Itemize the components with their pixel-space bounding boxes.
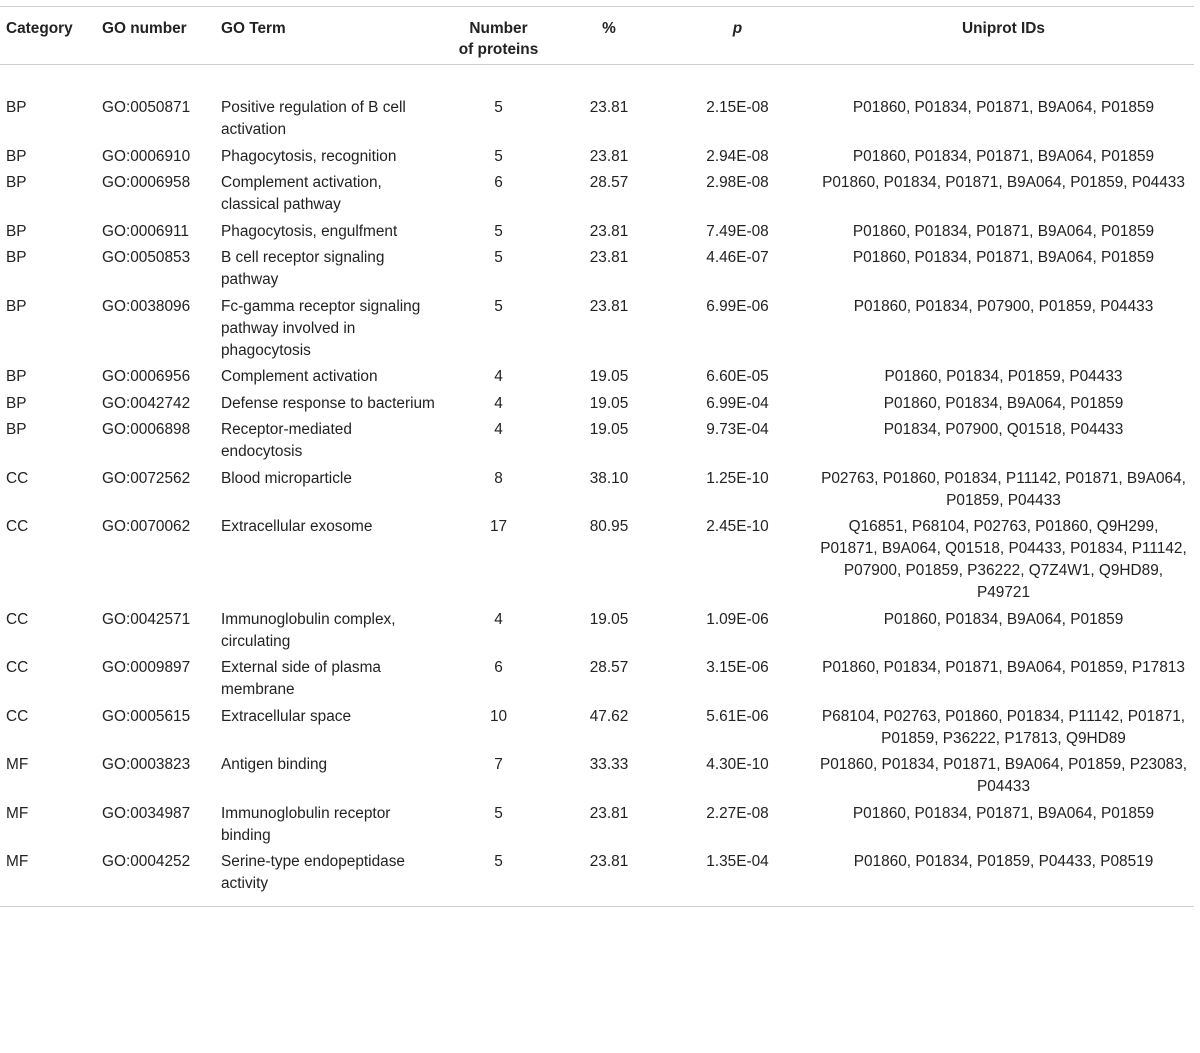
go-enrichment-table: [0, 6, 1194, 907]
cell-go-term: Phagocytosis, engulfment: [221, 222, 398, 240]
cell-category: BP: [6, 421, 27, 438]
cell-go-number: GO:0006958: [102, 174, 191, 191]
cell-uniprot-ids: P01860, P01834, P01871, B9A064, P01859: [852, 249, 1155, 266]
table-row: [0, 803, 1194, 852]
table-header: [0, 7, 1194, 65]
cell-go-term: Extracellular space: [221, 707, 352, 725]
cell-number-of-proteins: 4: [494, 610, 503, 628]
cell-p-value: 6.99E-04: [706, 394, 769, 412]
cell-p-value: 5.61E-06: [706, 707, 769, 725]
table-row: [0, 609, 1194, 658]
cell-category: CC: [6, 659, 29, 676]
cell-go-term: Serine-type endopeptidase activity: [215, 851, 441, 907]
header-uniprot-ids: Uniprot IDs: [962, 20, 1045, 37]
cell-p-value: 2.15E-08: [706, 99, 769, 116]
table-row: [0, 706, 1194, 755]
cell-number-of-proteins: 10: [489, 707, 508, 725]
cell-go-term: Defense response to bacterium: [221, 394, 435, 412]
cell-go-number: GO:0072562: [102, 469, 191, 487]
cell-number-of-proteins: 5: [494, 99, 503, 116]
cell-uniprot-ids: P01860, P01834, P01859, P04433: [884, 368, 1123, 385]
cell-category: CC: [6, 610, 29, 628]
cell-number-of-proteins: 5: [494, 147, 503, 165]
cell-number-of-proteins: 5: [441, 851, 556, 907]
cell-go-number: GO:0006956: [102, 368, 191, 385]
cell-percent: 23.81: [589, 147, 629, 165]
cell-category: CC: [6, 518, 29, 535]
cell-go-term: Positive regulation of B cell activation: [221, 99, 406, 138]
cell-uniprot-ids: P01860, P01834, P01871, B9A064, P01859: [852, 147, 1155, 165]
cell-go-term: Phagocytosis, recognition: [221, 147, 397, 165]
cell-uniprot-ids: P01834, P07900, Q01518, P04433: [883, 421, 1124, 438]
cell-uniprot-ids: P68104, P02763, P01860, P01834, P11142, P01871, P01859, P36222, P17813, Q9HD89: [821, 707, 1186, 747]
cell-number-of-proteins: 5: [494, 297, 503, 315]
cell-percent: 80.95: [589, 518, 629, 535]
cell-go-term: Receptor-mediated endocytosis: [221, 421, 352, 460]
table-row: [0, 366, 1194, 393]
cell-category: BP: [6, 249, 27, 266]
cell-p-value: 1.25E-10: [706, 469, 769, 487]
cell-number-of-proteins: 17: [489, 518, 508, 535]
cell-go-number: GO:0042571: [102, 610, 191, 628]
cell-go-term: Blood microparticle: [221, 469, 352, 487]
table-row: [0, 419, 1194, 468]
cell-go-term: Fc-gamma receptor signaling pathway involved in phagocytosis: [221, 297, 421, 359]
cell-go-term: Antigen binding: [221, 756, 328, 773]
cell-category: CC: [6, 707, 29, 725]
cell-category: BP: [6, 297, 27, 315]
cell-p-value: 1.35E-04: [662, 851, 813, 907]
table-row: [0, 172, 1194, 221]
cell-percent: 23.81: [589, 804, 629, 822]
cell-category: MF: [6, 756, 29, 773]
cell-go-number: GO:0050853: [102, 249, 191, 266]
cell-number-of-proteins: 4: [494, 368, 503, 385]
table-row: [0, 221, 1194, 248]
cell-p-value: 4.46E-07: [706, 249, 769, 266]
table-row: [0, 657, 1194, 706]
cell-uniprot-ids: P01860, P01834, P01871, B9A064, P01859: [852, 222, 1155, 240]
cell-percent: 47.62: [589, 707, 629, 725]
cell-go-number: GO:0006898: [102, 421, 191, 438]
cell-go-number: GO:0038096: [102, 297, 191, 315]
cell-go-number: GO:0005615: [102, 707, 191, 725]
cell-p-value: 2.94E-08: [706, 147, 769, 165]
cell-go-number: GO:0009897: [102, 659, 191, 676]
header-category: Category: [6, 20, 73, 37]
cell-percent: 28.57: [589, 174, 629, 191]
cell-p-value: 4.30E-10: [706, 756, 769, 773]
cell-number-of-proteins: 6: [494, 659, 503, 676]
header-number-of-proteins: [441, 7, 556, 65]
table-row: [0, 468, 1194, 517]
header-number-line2: of proteins: [458, 41, 539, 58]
cell-uniprot-ids: P01860, P01834, P01859, P04433, P08519: [813, 851, 1194, 907]
cell-go-term: Immunoglobulin complex, circulating: [221, 610, 396, 650]
cell-category: BP: [6, 394, 27, 412]
cell-percent: 19.05: [589, 421, 629, 438]
cell-uniprot-ids: P01860, P01834, B9A064, P01859: [883, 610, 1124, 628]
header-go-number: GO number: [102, 20, 187, 37]
cell-percent: 19.05: [589, 394, 629, 412]
cell-uniprot-ids: P01860, P01834, P07900, P01859, P04433: [853, 297, 1154, 315]
cell-go-term: Complement activation, classical pathway: [221, 174, 382, 213]
cell-category: BP: [6, 174, 27, 191]
cell-category: BP: [6, 147, 27, 165]
cell-category: BP: [6, 222, 27, 240]
cell-percent: 23.81: [589, 222, 629, 240]
cell-category: BP: [6, 368, 27, 385]
cell-percent: 23.81: [556, 851, 662, 907]
header-percent: %: [602, 20, 616, 37]
cell-number-of-proteins: 5: [494, 222, 503, 240]
table-row: [0, 65, 1194, 146]
cell-category: CC: [6, 469, 29, 487]
table-body: [0, 65, 1194, 907]
cell-uniprot-ids: P01860, P01834, P01871, B9A064, P01859, P17813: [822, 659, 1185, 676]
cell-uniprot-ids: P01860, P01834, B9A064, P01859: [883, 394, 1124, 412]
cell-category: MF: [6, 804, 29, 822]
cell-go-number: GO:0070062: [102, 518, 191, 535]
cell-uniprot-ids: P01860, P01834, P01871, B9A064, P01859, P23083, P04433: [819, 756, 1188, 795]
cell-number-of-proteins: 4: [494, 394, 503, 412]
cell-percent: 38.10: [589, 469, 629, 487]
cell-number-of-proteins: 5: [494, 804, 503, 822]
header-p-value: [662, 7, 813, 65]
cell-percent: 23.81: [589, 99, 629, 116]
cell-go-term: Extracellular exosome: [221, 518, 373, 535]
cell-category: MF: [0, 851, 96, 907]
cell-uniprot-ids: P01860, P01834, P01871, B9A064, P01859: [852, 99, 1155, 116]
cell-go-number: GO:0042742: [102, 394, 191, 412]
cell-percent: 19.05: [589, 368, 629, 385]
cell-percent: 23.81: [589, 297, 629, 315]
table-row: [0, 146, 1194, 173]
cell-uniprot-ids: P01860, P01834, P01871, B9A064, P01859, P04433: [822, 174, 1185, 191]
cell-go-number: GO:0034987: [102, 804, 191, 822]
cell-number-of-proteins: 5: [494, 249, 503, 266]
header-number-line1: Number: [469, 20, 528, 37]
cell-p-value: 7.49E-08: [706, 222, 769, 240]
cell-number-of-proteins: 8: [494, 469, 503, 487]
cell-uniprot-ids: Q16851, P68104, P02763, P01860, Q9H299, P01871, B9A064, Q01518, P04433, P01834, P11142, P07900, P01859, P36222, Q7Z4W1, Q9HD89, P49721: [820, 518, 1187, 601]
cell-go-term: B cell receptor signaling pathway: [221, 249, 385, 288]
cell-go-number: GO:0003823: [102, 756, 191, 773]
cell-p-value: 2.98E-08: [706, 174, 769, 191]
table-row: [0, 516, 1194, 609]
table-row: [0, 247, 1194, 296]
cell-go-number: GO:0006911: [102, 222, 189, 240]
cell-percent: 23.81: [589, 249, 629, 266]
table-row: [0, 851, 1194, 907]
cell-go-term: External side of plasma membrane: [221, 659, 381, 698]
cell-category: BP: [6, 99, 27, 116]
cell-p-value: 1.09E-06: [706, 610, 769, 628]
table-row: [0, 393, 1194, 420]
cell-number-of-proteins: 6: [494, 174, 503, 191]
cell-go-number: GO:0050871: [102, 99, 191, 116]
cell-p-value: 2.27E-08: [706, 804, 769, 822]
cell-number-of-proteins: 7: [494, 756, 503, 773]
cell-go-number: GO:0006910: [102, 147, 191, 165]
cell-p-value: 6.99E-06: [706, 297, 769, 315]
cell-p-value: 3.15E-06: [706, 659, 769, 676]
cell-number-of-proteins: 4: [494, 421, 503, 438]
cell-p-value: 6.60E-05: [706, 368, 769, 385]
table-row: [0, 754, 1194, 803]
header-p-label: p: [732, 20, 743, 37]
cell-go-term: Complement activation: [221, 368, 378, 385]
cell-p-value: 9.73E-04: [706, 421, 769, 438]
cell-go-number: GO:0004252: [96, 851, 215, 907]
cell-go-term: Immunoglobulin receptor binding: [221, 804, 391, 844]
cell-p-value: 2.45E-10: [706, 518, 769, 535]
header-row: [0, 7, 1194, 65]
table-row: [0, 296, 1194, 367]
cell-uniprot-ids: P01860, P01834, P01871, B9A064, P01859: [852, 804, 1155, 822]
cell-percent: 28.57: [589, 659, 629, 676]
header-go-term: GO Term: [221, 20, 286, 37]
cell-uniprot-ids: P02763, P01860, P01834, P11142, P01871, B9A064, P01859, P04433: [821, 469, 1186, 509]
cell-percent: 33.33: [589, 756, 629, 773]
cell-percent: 19.05: [589, 610, 629, 628]
